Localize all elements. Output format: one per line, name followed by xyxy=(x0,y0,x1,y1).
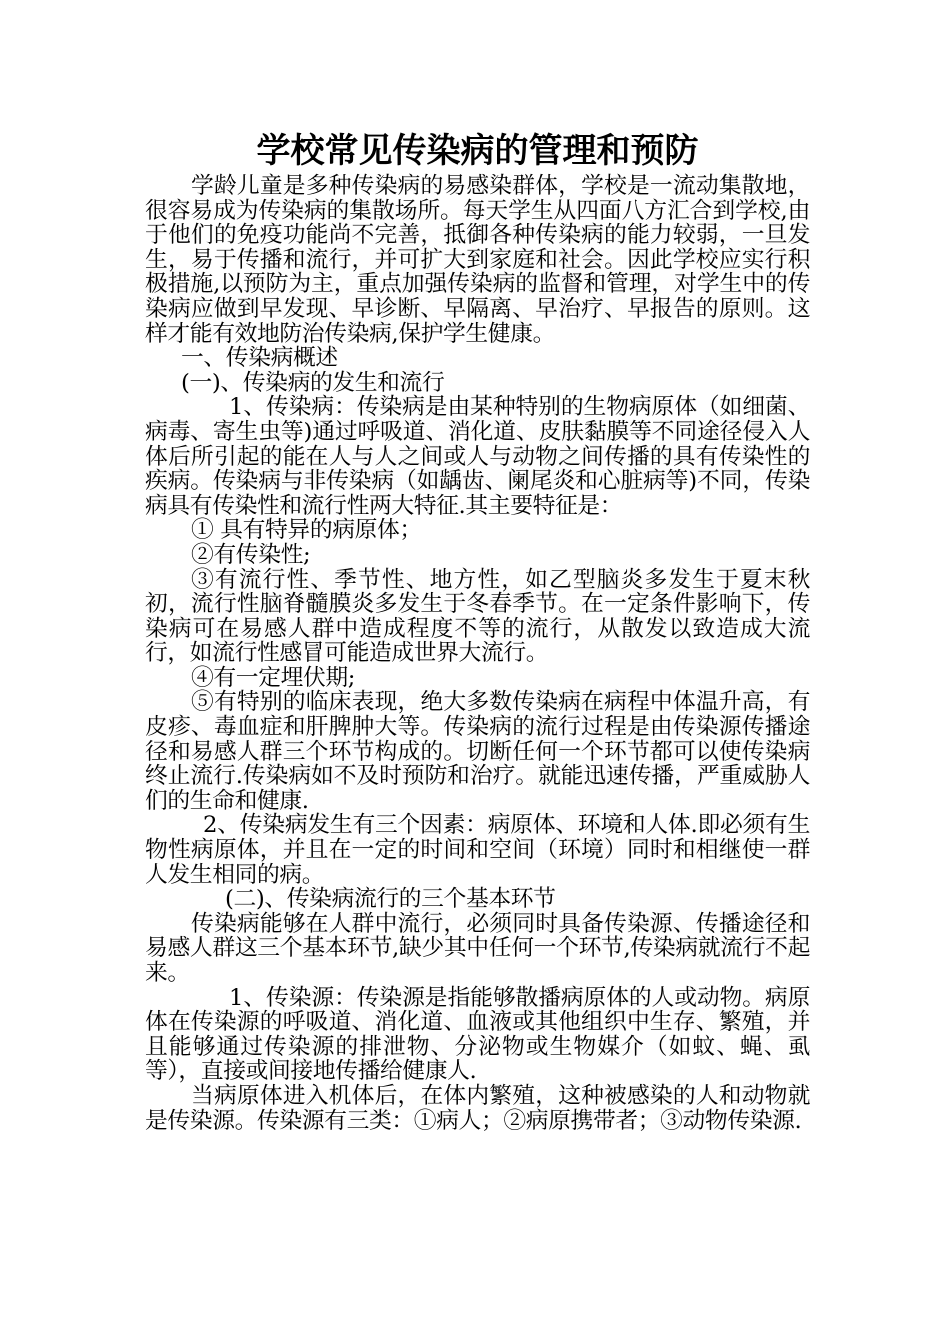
document-page xyxy=(145,128,810,1133)
document-body xyxy=(145,174,810,1133)
intro-paragraph: 学龄儿童是多种传染病的易感染群体，学校是一流动集散地，很容易成为传染病的集散场所。每天学生从四面八方汇合到学校,由于他们的免疫功能尚不完善，抵御各种传染病的能力较弱，一旦发生，易于传播和流行，并可扩大到家庭和社会。因此学校应实行积极措施,以预防为主，重点加强传染病的监督和管理，对学生中的传染病应做到早发现、早诊断、早隔离、早治疗、早报告的原则。这样才能有效地防治传染病,保护学生健康。 xyxy=(145,173,810,347)
feature-item-4: ④有一定埋伏期; xyxy=(191,664,356,691)
feature-item-5: ⑤有特别的临床表现，绝大多数传染病在病程中体温升高，有皮疹、毒血症和肝脾肿大等。传染病的流行过程是由传染源传播途径和易感人群三个环节构成的。切断任何一个环节都可以使传染病终止流行.传染病如不及时预防和治疗。就能迅速传播，严重威胁人们的生命和健康. xyxy=(145,689,810,814)
feature-item-1: ① 具有特异的病原体； xyxy=(191,517,422,544)
feature-item-2: ②有传染性; xyxy=(191,541,311,568)
source-paragraph: 1、传染源：传染源是指能够散播病原体的人或动物。病原体在传染源的呼吸道、消化道、血液或其他组织中生存、繁殖，并且能够通过传染源的排泄物、分泌物或生物媒介（如蚊、蝇、虱等），直接或间接地传播给健康人. xyxy=(145,984,810,1085)
links-paragraph: 传染病能够在人群中流行，必须同时具备传染源、传播途径和易感人群这三个基本环节,缺少其中任何一个环节,传染病就流行不起来。 xyxy=(145,910,810,986)
section-heading-overview: 一、传染病概述 xyxy=(181,345,338,372)
subsection-heading-occurrence: (一)、传染病的发生和流行 xyxy=(181,369,445,396)
source-types-paragraph: 当病原体进入机体后，在体内繁殖，这种被感染的人和动物就是传染源。传染源有三类：①病人；②病原携带者；③动物传染源. xyxy=(145,1082,810,1134)
definition-paragraph: 1、传染病：传染病是由某种特别的生物病原体（如细菌、病毒、寄生虫等)通过呼吸道、消化道、皮肤黏膜等不同途径侵入人体后所引起的能在人与人之间或人与动物之间传播的具有传染性的疾病。传染病与非传染病（如龋齿、阑尾炎和心脏病等)不同，传染病具有传染性和流行性两大特征.其主要特征是： xyxy=(145,394,810,519)
feature-item-3: ③有流行性、季节性、地方性，如乙型脑炎多发生于夏末秋初，流行性脑脊髓膜炎多发生于冬春季节。在一定条件影响下，传染病可在易感人群中造成程度不等的流行，从散发以致造成大流行，如流行性感冒可能造成世界大流行。 xyxy=(145,566,810,667)
document-title: 学校常见传染病的管理和预防 xyxy=(256,131,699,171)
subsection-heading-links: (二)、传染病流行的三个基本环节 xyxy=(225,886,556,913)
factors-paragraph: 2、传染病发生有三个因素：病原体、环境和人体.即必须有生物性病原体，并且在一定的时间和空间（环境）同时和相继使一群人发生相同的病。 xyxy=(145,812,810,888)
